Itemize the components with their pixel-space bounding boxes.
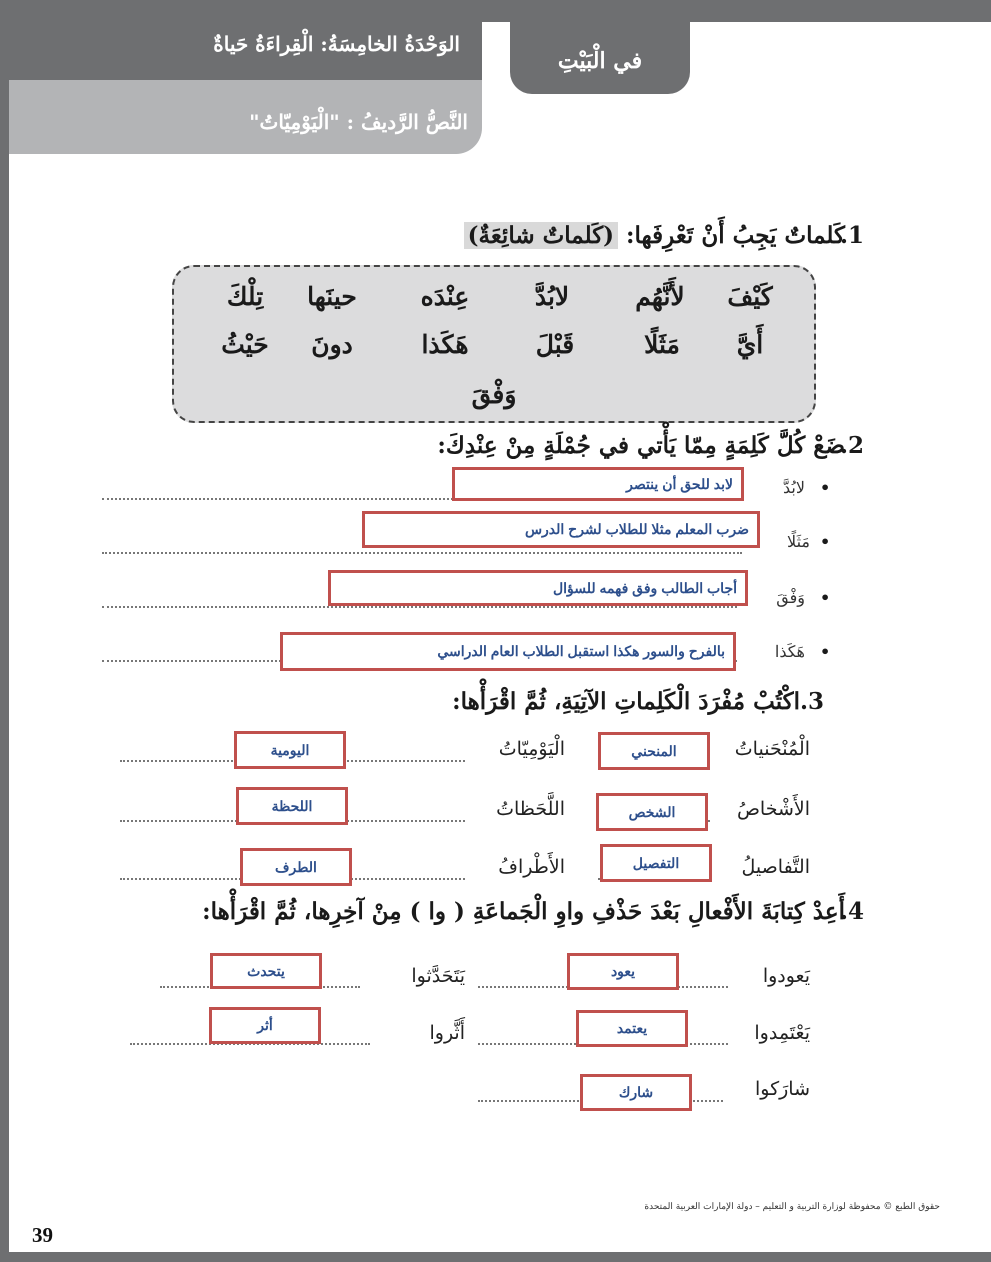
answer-box[interactable] [580,1074,692,1111]
common-word: قَبْلَ [535,330,575,359]
common-word: هَكَذا [421,330,469,359]
plural-word: اللَّحَظاتُ [496,798,565,820]
verb-word: شارَكوا [754,1078,810,1100]
q3-number: .3 [800,688,825,715]
page-number: 39 [32,1223,53,1247]
q2-word: لابُدَّ [783,478,805,497]
common-word: مَثَلًا [644,330,680,359]
answer-text: شارك [618,1084,654,1100]
copyright-notice: حقوق الطبع © محفوظة لوزارة التربية و التعليم – دولة الإمارات العربية المتحدة [644,1202,940,1212]
q2-word: وَفْقَ [776,588,805,607]
answer-box[interactable] [209,1007,321,1044]
answer-text: الشخص [628,803,676,820]
q2-word: مَثَلًا [787,532,810,551]
plural-word: الْمُنْحَنياتُ [734,738,810,760]
unit-title: الوَحْدَةُ الخامِسَةُ: الْقِراءَةُ حَياةٌ [213,32,460,56]
plural-word: التَّفاصيلُ [741,856,810,878]
q4-heading: أَعِدْ كِتابَةَ الأَفْعالِ بَعْدَ حَذْفِ واوِ الْجَماعَةِ ( وا ) مِنْ آخِرِها، ثُمَّ اقْرَأْها: [202,898,845,925]
home-tab-label: في الْبَيْتِ [557,48,643,74]
q3-heading: اكْتُبْ مُفْرَدَ الْكَلِماتِ الآتِيَةِ، ثُمَّ اقْرَأْها: [452,688,800,715]
verb-word: أَثَّروا [429,1022,465,1044]
answer-text: اليومية [270,741,310,758]
common-word: لأَنَّهُم [635,282,685,311]
common-word: حَيْثُ [221,330,269,359]
q1-highlight: (كَلماتٌ شائِعَةٌ) [464,222,618,249]
answer-text: ضرب المعلم مثلا للطلاب لشرح الدرس [524,521,749,537]
verb-word: يَعودوا [762,965,810,987]
answer-box[interactable] [234,731,346,769]
plural-word: الأَشْخاصُ [736,798,810,820]
answer-box[interactable] [328,570,748,606]
answer-box[interactable] [576,1010,688,1047]
answer-line [102,552,742,554]
answer-text: لابد للحق أن ينتصر [626,475,733,492]
answer-text: يعتمد [616,1020,648,1036]
answer-text: المنحني [631,742,677,759]
common-word: دونَ [311,330,353,359]
answer-box[interactable] [240,848,352,886]
page-frame-left [0,0,9,1262]
page-frame-bottom [0,1252,991,1262]
q2-number: .2 [840,432,865,459]
verb-word: يَعْتَمِدوا [754,1022,810,1044]
answer-text: التفصيل [632,854,680,871]
bullet: • [820,588,831,607]
answer-text: الطرف [275,858,317,875]
common-word: كَيْفَ [727,282,773,311]
answer-text: أجاب الطالب وفق فهمه للسؤال [552,579,737,596]
bullet: • [820,532,831,551]
bullet: • [820,478,831,497]
answer-text: يتحدث [247,962,285,979]
answer-box[interactable] [567,953,679,990]
plural-word: الأَطْرافُ [498,856,565,878]
q1-number: .1 [840,222,865,249]
q1-heading [300,222,845,249]
answer-text: اللحظة [271,797,313,814]
answer-box[interactable] [596,793,708,831]
common-word: عِنْدَه [420,282,470,311]
answer-box[interactable] [210,953,322,989]
answer-box[interactable] [598,732,710,770]
q4-number: .4 [840,898,865,925]
verb-word: يَتَحَدَّثوا [411,965,465,987]
answer-text: أثر [257,1017,273,1033]
answer-text: بالفرح والسور هكذا استقبل الطلاب العام الدراسي [437,643,725,659]
answer-box[interactable] [452,467,744,501]
common-word: لابُدَّ [534,282,570,311]
q2-heading: ضَعْ كُلَّ كَلِمَةٍ مِمّا يَأْتي في جُمْلَةٍ مِنْ عِنْدِكَ: [437,432,845,459]
page-frame-top [0,0,991,22]
text-title: النَّصُّ الرَّديفُ : "الْيَوْمِيّاتُ" [249,110,468,134]
answer-box[interactable] [362,511,760,548]
q2-word: هَكَذا [774,642,805,661]
common-word: حينَها [307,282,357,311]
answer-box[interactable] [280,632,736,671]
answer-box[interactable] [236,787,348,825]
answer-line [102,606,737,608]
bullet: • [820,642,831,661]
common-word: تِلْكَ [226,282,264,311]
common-word: وَفْقَ [471,380,517,409]
answer-text: يعود [610,963,636,979]
plural-word: الْيَوْمِيّاتُ [498,738,565,760]
answer-box[interactable] [600,844,712,882]
common-word: أَيَّ [736,330,764,359]
q1-heading-text: كَلماتٌ يَجِبُ أَنْ تَعْرِفَها: [626,222,845,249]
